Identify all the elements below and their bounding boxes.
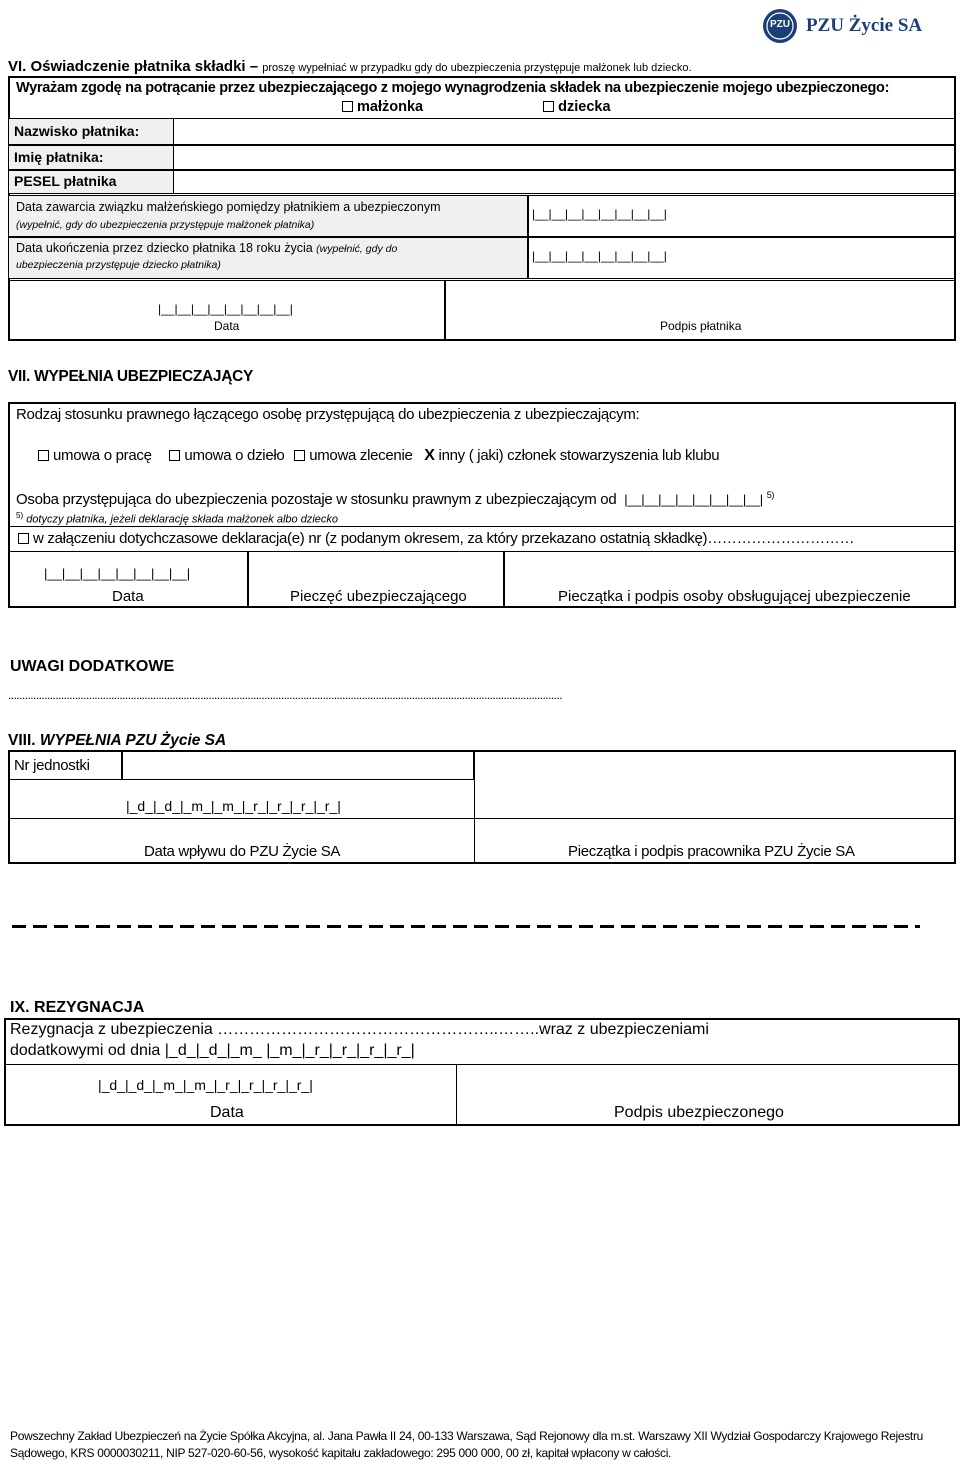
payer-date-label: Data — [214, 319, 240, 333]
payer-surname-label: Nazwisko płatnika: — [14, 123, 140, 139]
mandate-checkbox[interactable] — [294, 450, 305, 461]
resignation-line-1[interactable]: Rezygnacja z ubezpieczenia ……………………………………………..……..wraz z ubezpieczeniami — [10, 1021, 709, 1038]
payer-pesel-label: PESEL płatnika — [14, 173, 117, 189]
marriage-date-label: Data zawarcia związku małżeńskiego pomiędzy płatnikiem a ubezpieczonym — [16, 200, 441, 214]
attachment-line — [18, 530, 854, 547]
footnote-mark: 5) — [16, 511, 24, 520]
resignation-date-label: Data — [210, 1104, 244, 1121]
remains-text: Osoba przystępująca do ubezpieczenia pozostaje w stosunku prawnym z ubezpieczającym od — [16, 491, 617, 508]
receipt-date-slots[interactable]: |_d_|_d_|_m_|_m_|_r_|_r_|_r_|_r_| — [126, 798, 341, 814]
insurer-date-slots: |__|__|__|__|__|__|__|__| — [44, 566, 191, 581]
resignation-date-slots[interactable]: |_d_|_d_|_m_|_m_|_r_|_r_|_r_|_r_| — [98, 1077, 313, 1093]
relation-question: Rodzaj stosunku prawnego łączącego osobę przystępującą do ubezpieczenia z ubezpieczającym: — [16, 406, 640, 423]
insurer-stamp-label: Pieczęć ubezpieczającego — [290, 588, 467, 605]
work-contract-checkbox[interactable] — [169, 450, 180, 461]
child-18-slots[interactable]: |__|__|__|__|__|__|__|__| — [532, 249, 667, 263]
employment-checkbox[interactable] — [38, 450, 49, 461]
work-contract-option-label: umowa o dzieło — [184, 447, 285, 464]
insurer-sign-label: Pieczątka i podpis osoby obsługującej ubezpieczenie — [558, 588, 911, 605]
remains-line — [16, 490, 774, 508]
section-8-split — [474, 750, 475, 864]
child-18-note-b: ubezpieczenia przystępuje dziecko płatnika) — [16, 259, 221, 271]
marriage-date-slots[interactable]: |__|__|__|__|__|__|__|__| — [532, 207, 667, 221]
payer-firstname-field[interactable] — [176, 147, 952, 168]
section-6-heading — [8, 58, 692, 75]
consent-text: Wyrażam zgodę na potrącanie przez ubezpieczającego z mojego wynagrodzenia składek na ubezpieczenie mojego ubezpieczonego: — [16, 80, 890, 96]
child-18-label — [16, 241, 397, 255]
brand-name: PZU Życie SA — [806, 15, 923, 36]
insurer-date-label: Data — [112, 588, 144, 605]
remains-date-slots[interactable]: |__|__|__|__|__|__|__|__| — [624, 492, 763, 507]
insured-sign-field[interactable] — [458, 1066, 956, 1102]
child-option-label: dziecka — [558, 99, 611, 115]
footer-line-1: Powszechny Zakład Ubezpieczeń na Życie Spółka Akcyjna, al. Jana Pawła II 24, 00-133 Warszawa, Sąd Rejonowy dla m.st. Warszawy XII Wydział Gospodarczy Krajowego Rejestru — [10, 1429, 924, 1443]
relation-options — [38, 447, 719, 465]
section-9-rule — [4, 1064, 960, 1065]
section-6-note: proszę wypełniać w przypadku gdy do ubezpieczenia przystępuje małżonek lub dziecko. — [262, 62, 692, 74]
attachment-checkbox[interactable] — [18, 533, 29, 544]
remarks-dots[interactable]: ....................................................................................................................................................................................................... — [8, 688, 563, 702]
section-7-divider — [8, 526, 956, 527]
cut-line — [12, 925, 920, 928]
remarks-title: UWAGI DODATKOWE — [10, 658, 175, 675]
child-18-note-a: (wypełnić, gdy do — [316, 243, 398, 255]
section-8-title: WYPEŁNIA PZU Życie SA — [39, 732, 227, 749]
company-logo — [762, 6, 922, 46]
other-option-label: inny ( jaki) członek stowarzyszenia lub klubu — [438, 447, 720, 464]
insured-sign-label: Podpis ubezpieczonego — [614, 1104, 784, 1121]
child-18-label-text: Data ukończenia przez dziecko płatnika 18 roku życia — [16, 241, 313, 255]
footer-line-2: Sądowego, KRS 0000030211, NIP 527-020-60-56, wysokość kapitału zakładowego: 295 000 000, 00 zł, kapitał wpłacony w całości. — [10, 1446, 672, 1460]
payer-sign-label: Podpis płatnika — [660, 319, 742, 333]
section-8-number: VIII. — [8, 732, 36, 749]
section-8-rule — [8, 818, 956, 819]
footnote-text: dotyczy płatnika, jeżeli deklarację składa małżonek albo dziecko — [26, 513, 339, 526]
mandate-option-label: umowa zlecenie — [309, 447, 413, 464]
spouse-option-label: małżonka — [357, 99, 424, 115]
section-7-title: VII. WYPEŁNIA UBEZPIECZAJĄCY — [8, 368, 254, 385]
unit-number-label: Nr jednostki — [14, 757, 90, 774]
footnote-line — [16, 511, 338, 526]
attachment-text: w załączeniu dotychczasowe deklaracja(e) nr (z podanym okresem, za który przekazano ostatnią składkę)………………………… — [33, 530, 855, 547]
marriage-date-note: (wypełnić, gdy do ubezpieczenia przystępuje małżonek płatnika) — [16, 219, 315, 231]
remains-footnote-mark: 5) — [766, 490, 775, 500]
resignation-line-2[interactable]: dodatkowymi od dnia |_d_|_d_|_m_ |_m_|_r_|_r_|_r_|_r_| — [10, 1042, 415, 1059]
payer-date-slots: |__|__|__|__|__|__|__|__| — [158, 302, 293, 316]
payer-surname-field[interactable] — [176, 120, 952, 143]
receipt-date-label: Data wpływu do PZU Życie SA — [144, 843, 341, 860]
section-9-split — [456, 1064, 457, 1126]
section-8-heading — [8, 732, 226, 750]
child-checkbox[interactable] — [543, 101, 554, 112]
section-6-title: VI. Oświadczenie płatnika składki – — [8, 58, 259, 75]
employment-option-label: umowa o pracę — [53, 447, 152, 464]
payer-firstname-label: Imię płatnika: — [14, 149, 104, 165]
consent-options — [342, 99, 611, 115]
unit-number-field[interactable] — [122, 750, 474, 780]
section-9-title: IX. REZYGNACJA — [10, 999, 145, 1016]
payer-pesel-field[interactable] — [176, 172, 952, 192]
spouse-checkbox[interactable] — [342, 101, 353, 112]
emblem-text: PZU — [770, 19, 790, 30]
other-check-mark[interactable]: X — [424, 447, 435, 464]
pzu-sign-label: Pieczątka i podpis pracownika PZU Życie SA — [568, 843, 855, 860]
